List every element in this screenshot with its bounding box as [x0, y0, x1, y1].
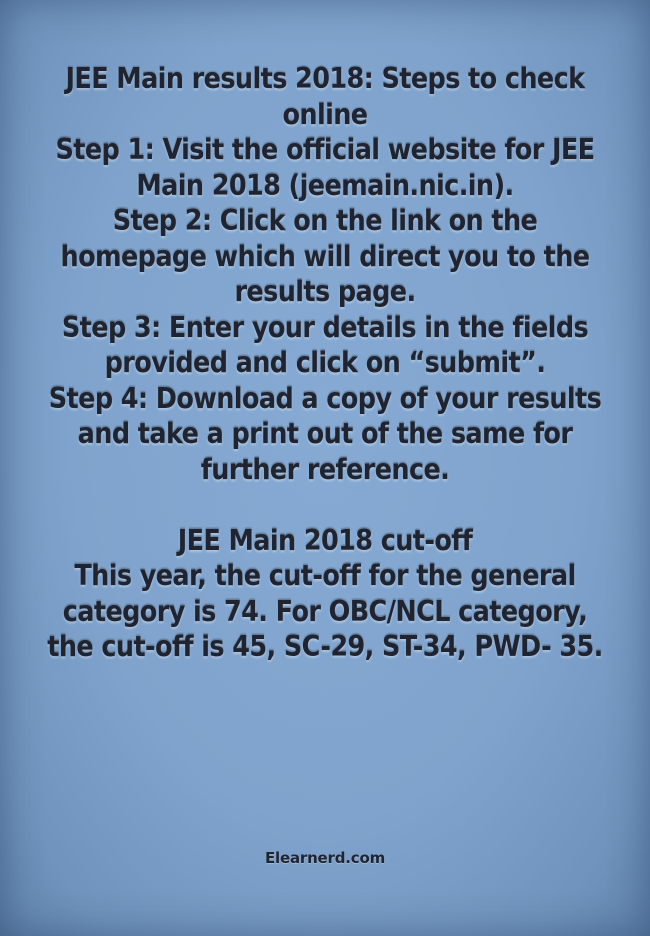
poster-content: [10, 62, 640, 666]
step-2-line-1: Step 2: Click on the link on the: [112, 204, 538, 238]
step-3-line-2: provided and click on “submit”.: [104, 346, 546, 380]
step-4-line-3: further reference.: [200, 452, 450, 487]
section-spacer: [10, 488, 640, 524]
source-credit: Elearnerd.com: [265, 849, 385, 867]
step-4-line-2: and take a print out of the same for: [77, 417, 573, 451]
results-heading-line-1: JEE Main results 2018: Steps to check: [65, 62, 585, 96]
step-1-line-2: Main 2018 (jeemain.nic.in).: [136, 168, 514, 203]
step-3-line-1: Step 3: Enter your details in the fields: [61, 310, 589, 345]
cutoff-heading: JEE Main 2018 cut-off: [177, 523, 473, 558]
step-2-line-3: results page.: [234, 275, 416, 309]
cutoff-line-1: This year, the cut-off for the general: [74, 559, 576, 593]
step-1-line-1: Step 1: Visit the official website for JEE: [55, 133, 595, 167]
cutoff-line-3: the cut-off is 45, SC-29, ST-34, PWD- 35.: [47, 630, 603, 664]
step-4-line-1: Step 4: Download a copy of your results: [48, 381, 602, 416]
step-2-line-2: homepage which will direct you to the: [60, 239, 590, 274]
results-heading-line-2: online: [282, 97, 368, 132]
cutoff-line-2: category is 74. For OBC/NCL category,: [62, 594, 588, 629]
